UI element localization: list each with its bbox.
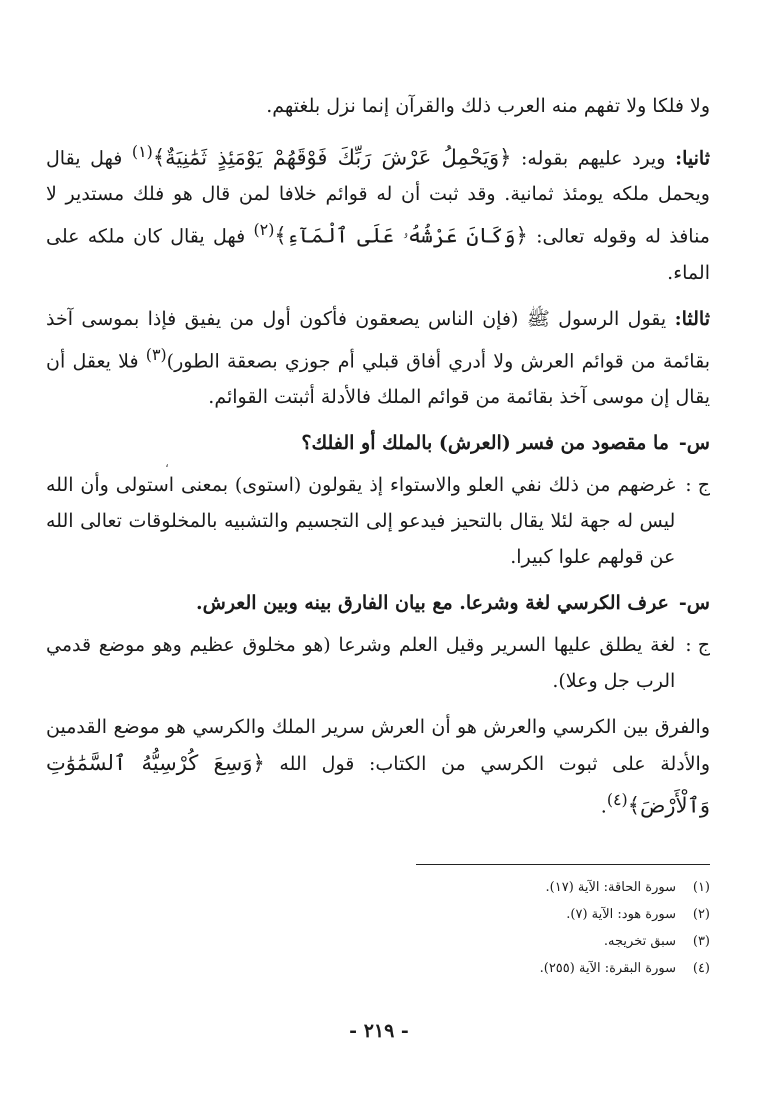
footnote-number: (٢): [692, 907, 710, 922]
footnote-item: [300, 955, 710, 982]
footnote-item: [300, 874, 710, 901]
footnotes: [300, 874, 710, 982]
footnote-number: (٣): [692, 934, 710, 949]
paragraph-difference: [46, 709, 710, 824]
spacer: [46, 415, 710, 425]
answer-2-text: لغة يطلق عليها السرير وقيل العلم وشرعا (هو مخلوق عظيم وهو موضع قدمي الرب جل وعلا).: [46, 633, 676, 692]
footnote-item: [300, 928, 710, 955]
paragraph-third-text-a: يقول الرسول ﷺ (فإن الناس يصعقون فأكون أول من يفيق فإذا بموسى آخذ بقائمة من قوائم العرش ولا أدري أفاق قبلي أم جوزي بصعقة الطور): [46, 307, 710, 372]
spacer: [46, 291, 710, 301]
footnote-ref-2: (٢): [253, 220, 275, 240]
footnote-text: سورة البقرة: الآية (٢٥٥).: [539, 961, 676, 976]
quran-verse-3: ﴿وَسِعَ كُرْسِيُّهُ ٱلسَّمَٰوَٰتِ وَٱلْأَرْضَ﴾: [46, 750, 710, 818]
spacer: [46, 699, 710, 709]
paragraph-third-text-b: فلا يعقل أن يقال إن موسى آخذ بقائمة من قوائم الملك فالأدلة أثبتت القوائم.: [46, 349, 710, 408]
paragraph-second-lead: ثانيا:: [675, 147, 710, 170]
stray-mark: ،: [165, 456, 169, 470]
question-1: [46, 425, 710, 461]
footnote-text: سبق تخريجه.: [603, 934, 676, 949]
paragraph-second: [46, 134, 710, 291]
answer-2: [46, 627, 710, 699]
quran-verse-2: ﴿وَكَانَ عَرْشُهُۥ عَلَى ٱلْمَآءِ﴾: [274, 223, 528, 248]
paragraph-second-text-c: فهل يقال كان ملكه على الماء.: [46, 225, 710, 284]
footnote-number: (١): [692, 880, 710, 895]
page-number: - ٢١٩ -: [349, 1020, 409, 1042]
paragraph-intro-text: ولا فلكا ولا تفهم منه العرب ذلك والقرآن إنما نزل بلغتهم.: [266, 95, 710, 117]
footnote-number: (٤): [692, 961, 710, 976]
footnote-ref-3: (٣): [145, 344, 167, 364]
paragraph-intro: [46, 88, 710, 124]
answer-1-label: ج :: [685, 473, 710, 496]
question-2-label: س-: [678, 591, 710, 614]
answer-1: [46, 467, 710, 575]
paragraph-third: [46, 301, 710, 415]
spacer: [46, 575, 710, 585]
paragraph-second-text-a: ويرد عليهم بقوله:: [511, 147, 676, 170]
footnote-ref-1: (١): [131, 142, 153, 161]
answer-2-label: ج :: [685, 633, 710, 656]
page-body: [46, 88, 710, 824]
answer-1-text: غرضهم من ذلك نفي العلو والاستواء إذ يقولون (استوى) بمعنى استولى وأن الله ليس له جهة لئلا يقال بالتحيز فيدعو إلى التجسيم والتشبيه بالمخلوقات تعالى الله عن قولهم علوا كبيرا.: [46, 473, 676, 568]
question-2: [46, 585, 710, 621]
footnote-ref-4: (٤): [606, 789, 628, 809]
footnote-item: [300, 901, 710, 928]
question-1-label: س-: [678, 431, 710, 454]
footnote-divider: [416, 864, 710, 865]
footnote-text: سورة الحاقة: الآية (١٧).: [545, 880, 676, 895]
footnote-text: سورة هود: الآية (٧).: [566, 907, 676, 922]
paragraph-difference-text: والفرق بين الكرسي والعرش هو أن العرش سرير الملك والكرسي هو موضع القدمين والأدلة على ثبوت الكرسي من الكتاب: قول الله: [46, 715, 710, 775]
question-1-text: ما مقصود من فسر (العرش) بالملك أو الفلك؟: [301, 431, 669, 454]
spacer: [46, 124, 710, 134]
paragraph-second-text-b: فهل يقال ويحمل ملكه يومئذ ثمانية. وقد ثبت أن له قوائم خلافا لمن قال هو فلك مستدير لا منافذ له وقوله تعالى:: [46, 147, 710, 248]
question-2-text: عرف الكرسي لغة وشرعا. مع بيان الفارق بينه وبين العرش.: [196, 591, 669, 614]
paragraph-difference-end: .: [600, 795, 607, 818]
quran-verse-1: ﴿وَيَحْمِلُ عَرْشَ رَبِّكَ فَوْقَهُمْ يَوْمَئِذٍ ثَمَٰنِيَةٌ﴾: [152, 145, 512, 170]
paragraph-third-lead: ثالثا:: [674, 307, 710, 330]
